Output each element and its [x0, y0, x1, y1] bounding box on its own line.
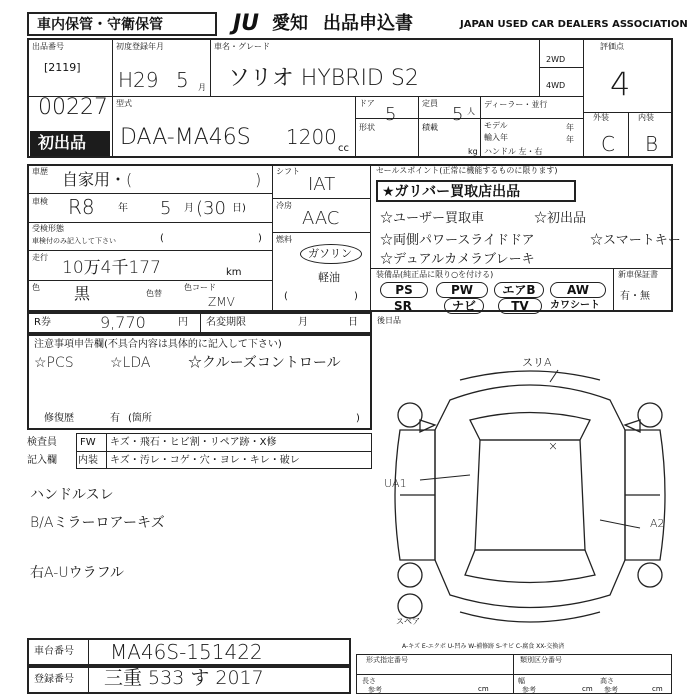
equip-seat: カワシート — [550, 300, 600, 311]
equip-navi: ナビ — [444, 298, 484, 314]
color-value: 黒 — [74, 284, 91, 303]
plate-number: 三重 533 す 2017 — [104, 667, 264, 689]
note-3: ☆クルーズコントロール — [188, 355, 341, 371]
mileage-value: 10万4千177 — [62, 258, 161, 278]
org-name: 愛知 — [272, 13, 308, 34]
handwritten-note-2: B/Aミラーロアーキズ — [30, 515, 165, 531]
damage-legend: A-キズ E-エクボ U-凹み W-補修跡 S-サビ C-腐食 XX-交換済 — [402, 643, 565, 650]
drive-4wd: 4WD — [546, 81, 566, 90]
shift-value: IAT — [308, 174, 336, 195]
sales-point-4: ☆スマートキー — [590, 233, 681, 248]
cc-value: 1200 — [286, 125, 337, 149]
lot-number: 00227 — [38, 95, 108, 120]
registration-month: 5 — [176, 68, 189, 92]
equip-aw: AW — [550, 282, 606, 298]
inspection-day: (30 — [196, 198, 226, 219]
equip-airbag: エアB — [494, 282, 544, 298]
fuel-gasoline: ガソリン — [308, 247, 352, 260]
notes-label: 注意事項申告欄(不具合内容は具体的に記入して下さい) — [34, 339, 282, 350]
equipment-label: 装備品(純正品に限り○を付ける) — [376, 270, 494, 279]
seats-value: 5 — [452, 104, 464, 125]
car-name-label: 車名・グレード — [214, 42, 270, 51]
fw-checklist: キズ・飛石・ヒビ割・リペア跡・X修 — [110, 437, 277, 448]
damage-mark-center: × — [548, 439, 559, 453]
storage-tag-text: 車内保管・守衛保管 — [37, 17, 163, 33]
damage-mark-right: A2 — [650, 517, 665, 530]
color-code: ZMV — [208, 295, 235, 309]
equip-ps: PS — [380, 282, 428, 298]
note-2: ☆LDA — [110, 355, 151, 371]
equip-tv: TV — [498, 298, 542, 314]
interior-label: 内装 — [638, 113, 654, 122]
registration-year: H29 — [118, 68, 159, 92]
org-english: JAPAN USED CAR DEALERS ASSOCIATION — [460, 19, 688, 30]
handwritten-note-3: 右A-Uウラフル — [30, 565, 125, 581]
drive-2wd: 2WD — [546, 55, 566, 64]
sales-points-label: セールスポイント(正常に機能するものに限ります) — [376, 166, 558, 175]
sales-point-3: ☆両側パワースライドドア — [380, 233, 535, 248]
spare-label: スペア — [396, 617, 420, 626]
ac-value: AAC — [302, 208, 340, 229]
first-listing-badge: 初出品 — [30, 131, 110, 156]
usage-value: 自家用・( — [62, 170, 133, 189]
car-name-value: ソリオ HYBRID S2 — [228, 66, 419, 91]
rating-label: 評価点 — [600, 42, 624, 51]
sales-point-2: ☆初出品 — [534, 211, 587, 226]
lot-code: [2119] — [44, 61, 81, 74]
sales-point-1: ☆ユーザー買取車 — [380, 211, 485, 226]
form-title: 出品申込書 — [323, 13, 413, 34]
inspection-month: 5 — [160, 198, 172, 219]
fuel-diesel: 軽油 — [318, 271, 340, 284]
exterior-grade: C — [601, 132, 615, 156]
registration-label: 初度登録年月 — [116, 42, 164, 51]
handwritten-note-1: ハンドルスレ — [30, 487, 114, 503]
equip-pw: PW — [436, 282, 488, 298]
recycle-fee: 9,770 — [100, 313, 146, 332]
doors-value: 5 — [385, 104, 397, 125]
damage-mark-left: UA1 — [384, 477, 407, 490]
car-damage-diagram — [380, 350, 680, 640]
sales-banner: ★ガリバー買取店出品 — [376, 180, 576, 202]
storage-tag — [27, 12, 217, 36]
rating-value: 4 — [610, 65, 631, 103]
interior-checklist: キズ・汚レ・コゲ・穴・ヨレ・キレ・破レ — [110, 455, 300, 466]
model-value: DAA-MA46S — [120, 125, 251, 150]
note-1: ☆PCS — [34, 355, 74, 371]
sales-point-5: ☆デュアルカメラブレーキ — [380, 252, 535, 267]
damage-mark-front: スリA — [522, 356, 552, 369]
chassis-number: MA46S-151422 — [110, 640, 263, 664]
inspection-era: R8 — [68, 195, 95, 219]
lot-label: 出品番号 — [32, 42, 64, 51]
model-label: 型式 — [116, 99, 132, 108]
exterior-label: 外装 — [593, 113, 609, 122]
ju-logo: JU — [233, 11, 260, 36]
interior-grade: B — [645, 132, 659, 156]
equip-sr: SR — [394, 299, 412, 313]
